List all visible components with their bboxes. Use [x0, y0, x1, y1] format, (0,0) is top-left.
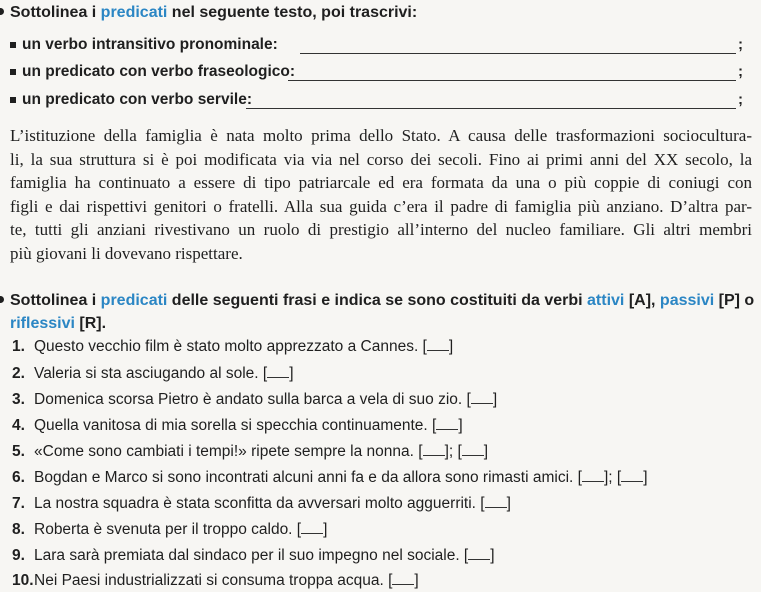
square-bullet-icon [10, 42, 16, 48]
answer-blank[interactable] [462, 441, 484, 456]
paragraph-line: li, la sua struttura si è poi modificata via via nel corso dei secoli. Fino ai primi anni del XX secolo, la [10, 149, 752, 169]
paragraph-line: più giovani li dovevano rispettare. [10, 243, 243, 263]
answer-blank[interactable] [436, 415, 458, 430]
exercise-1-title: Sottolinea i predicati nel seguente testo, poi trascrivi: [10, 4, 418, 21]
semicolon: ; [738, 91, 743, 108]
answer-blank[interactable] [427, 336, 449, 351]
task-phraseological: un predicato con verbo fraseologico: [10, 62, 295, 82]
paragraph-line: te, tutti gli anziani rivestivano un ruolo di prestigio all’interno del nucleo familiare. Gli altri membri [10, 220, 752, 240]
exercise-item-9: 9. Lara sarà premiata dal sindaco per il suo impegno nel sociale. [ ] [12, 547, 495, 564]
task-intransitive-pronominal: un verbo intransitivo pronominale: [10, 35, 278, 55]
answer-blank[interactable] [621, 467, 643, 482]
paragraph-line: L’istituzione della famiglia è nata molto prima dello Stato. A causa delle trasformazioni sociocultura- [10, 126, 752, 145]
answer-blank[interactable] [468, 545, 490, 560]
answer-blank[interactable] [471, 389, 493, 404]
exercise-item-2: 2. Valeria si sta asciugando al sole. [ ] [12, 365, 294, 382]
exercise-bullet-icon [0, 296, 4, 303]
answer-line-3[interactable] [246, 108, 736, 109]
exercise-2-title: Sottolinea i predicati delle seguenti frasi e indica se sono costituiti da verbi attivi [A], passivi [P] o [10, 292, 755, 309]
exercise-2-title-line2: riflessivi [R]. [10, 315, 107, 332]
exercise-item-6: 6. Bogdan e Marco si sono incontrati alcuni anni fa e da allora sono rimasti amici. [ ]; [ ] [12, 469, 648, 486]
task-servile: un predicato con verbo servile: [10, 90, 252, 110]
square-bullet-icon [10, 69, 16, 75]
answer-blank[interactable] [301, 519, 323, 534]
exercise-bullet-icon [0, 8, 4, 15]
reading-paragraph [10, 124, 752, 266]
semicolon: ; [738, 36, 743, 53]
answer-line-2[interactable] [288, 80, 736, 81]
semicolon: ; [738, 63, 743, 80]
answer-blank[interactable] [392, 570, 414, 585]
answer-blank[interactable] [582, 467, 604, 482]
exercise-item-10: 10.Nei Paesi industrializzati si consuma troppa acqua. [ ] [12, 572, 419, 589]
exercise-item-8: 8. Roberta è svenuta per il troppo caldo. [ ] [12, 521, 328, 538]
paragraph-line: famiglia ha continuato a essere di tipo patriarcale ed era formata da una o più coppie di coniugi con [10, 173, 752, 193]
exercise-item-5: 5. «Come sono cambiati i tempi!» ripete sempre la nonna. [ ]; [ ] [12, 443, 489, 460]
exercise-item-7: 7. La nostra squadra è stata sconfitta da avversari molto agguerriti. [ ] [12, 495, 511, 512]
exercise-item-3: 3. Domenica scorsa Pietro è andato sulla barca a vela di suo zio. [ ] [12, 391, 498, 408]
answer-line-1[interactable] [300, 53, 736, 54]
answer-blank[interactable] [267, 363, 289, 378]
exercise-item-1: 1. Questo vecchio film è stato molto apprezzato a Cannes. [ ] [12, 338, 454, 355]
answer-blank[interactable] [485, 493, 507, 508]
exercise-item-4: 4. Quella vanitosa di mia sorella si specchia continuamente. [ ] [12, 417, 463, 434]
answer-blank[interactable] [423, 441, 445, 456]
paragraph-line: figli e dai rispettivi genitori o fratelli. Alla sua guida c’era il padre di famiglia più anziano. D’altra par- [10, 196, 752, 216]
square-bullet-icon [10, 97, 16, 103]
